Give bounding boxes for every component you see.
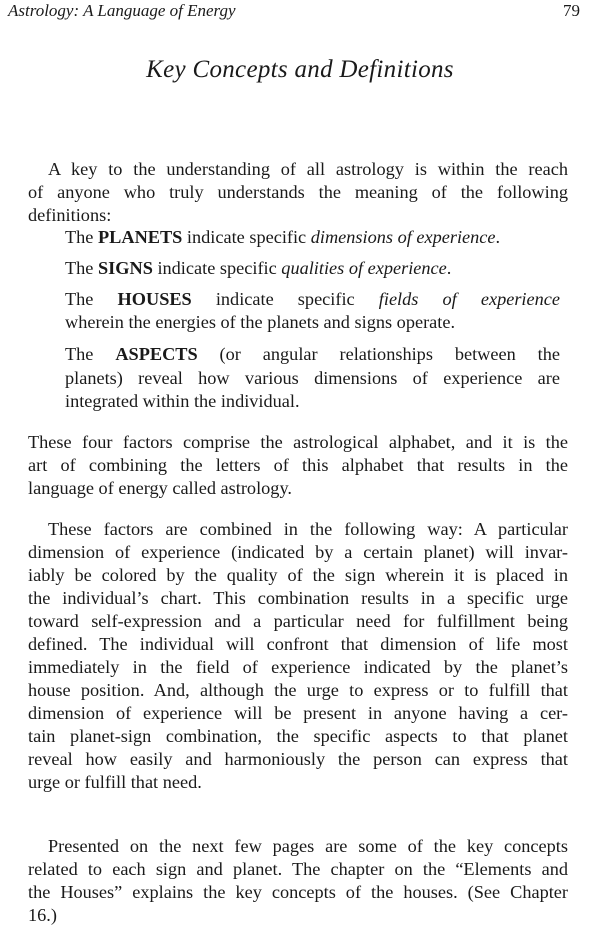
text-line [48, 158, 568, 181]
text-span: The [65, 344, 116, 364]
text-line [28, 181, 568, 204]
text-line [65, 257, 560, 280]
bold-term: SIGNS [98, 258, 153, 278]
text-line [48, 518, 568, 541]
text-span: the individual’s chart. This combination results in a specific urge [28, 588, 568, 608]
text-span: The [65, 227, 98, 247]
running-header [8, 0, 580, 24]
text-span: . [495, 227, 501, 247]
text-line [28, 477, 568, 500]
text-line [28, 748, 568, 771]
bold-term: HOUSES [117, 289, 192, 309]
text-span: Presented on the next few pages are some of the key concepts [48, 836, 568, 856]
text-span: These four factors comprise the astrological alphabet, and it is the [28, 432, 568, 452]
bold-term: PLANETS [98, 227, 183, 247]
bold-term: ASPECTS [115, 344, 198, 364]
text-span: house position. And, although the urge to express or to fulfill that [28, 680, 568, 700]
text-span: (or angular relationships between the [197, 344, 560, 364]
text-span: The [65, 289, 118, 309]
page-number: 79 [563, 1, 580, 20]
text-span: definitions: [28, 205, 112, 225]
text-span: indicate specific [182, 227, 311, 247]
text-line [28, 725, 568, 748]
text-span: art of combining the letters of this alphabet that results in the [28, 455, 568, 475]
text-span: indicate specific [152, 258, 282, 278]
text-line [65, 390, 560, 413]
text-span: tain planet-sign combination, the specific aspects to that planet [28, 726, 568, 746]
text-line [28, 702, 568, 725]
text-line [28, 656, 568, 679]
text-span: These factors are combined in the following way: A particular [48, 519, 568, 539]
text-span: The [65, 258, 98, 278]
text-line [65, 226, 560, 249]
running-title: Astrology: A Language of Energy [8, 1, 236, 20]
text-line [65, 343, 560, 366]
text-line [28, 541, 568, 564]
text-line [28, 587, 568, 610]
text-span: language of energy called astrology. [28, 478, 292, 498]
text-span: 16.) [28, 905, 57, 925]
italic-phrase: fields of experience [378, 289, 560, 309]
text-span: planets) reveal how various dimensions of experience are [65, 368, 560, 388]
text-line [28, 204, 568, 227]
text-span: the Houses” explains the key concepts of the houses. (See Chapter [28, 882, 568, 902]
text-line [28, 679, 568, 702]
text-span: related to each sign and planet. The chapter on the “Elements and [28, 859, 568, 879]
text-span: of anyone who truly understands the meaning of the following [28, 182, 568, 202]
text-line [28, 858, 568, 881]
text-span: indicate specific [191, 289, 379, 309]
text-line [28, 610, 568, 633]
section-title: Key Concepts and Definitions [146, 56, 454, 83]
text-span: dimension of experience will be present in anyone having a cer- [28, 703, 568, 723]
text-span: wherein the energies of the planets and signs operate. [65, 312, 456, 332]
text-line [28, 881, 568, 904]
text-span: integrated within the individual. [65, 391, 300, 411]
text-line [28, 564, 568, 587]
text-span: A key to the understanding of all astrology is within the reach [48, 159, 568, 179]
italic-phrase: qualities of experience [281, 258, 447, 278]
text-line [65, 288, 560, 311]
text-line [48, 835, 568, 858]
text-span: immediately in the field of experience indicated by the planet’s [28, 657, 568, 677]
text-span: urge or fulfill that need. [28, 772, 202, 792]
text-span: dimension of experience (indicated by a certain planet) will invar- [28, 542, 568, 562]
italic-phrase: dimensions of experience [310, 227, 496, 247]
text-line [65, 311, 560, 334]
text-span: reveal how easily and harmoniously the person can express that [28, 749, 568, 769]
text-line [28, 454, 568, 477]
text-line [28, 771, 568, 794]
text-line [28, 633, 568, 656]
text-line [65, 367, 560, 390]
text-line [28, 431, 568, 454]
text-span: defined. The individual will confront that dimension of life most [28, 634, 568, 654]
text-span: . [446, 258, 452, 278]
text-line [28, 904, 568, 927]
text-span: toward self-expression and a particular need for fulfillment being [28, 611, 568, 631]
text-span: iably be colored by the quality of the sign wherein it is placed in [28, 565, 568, 585]
